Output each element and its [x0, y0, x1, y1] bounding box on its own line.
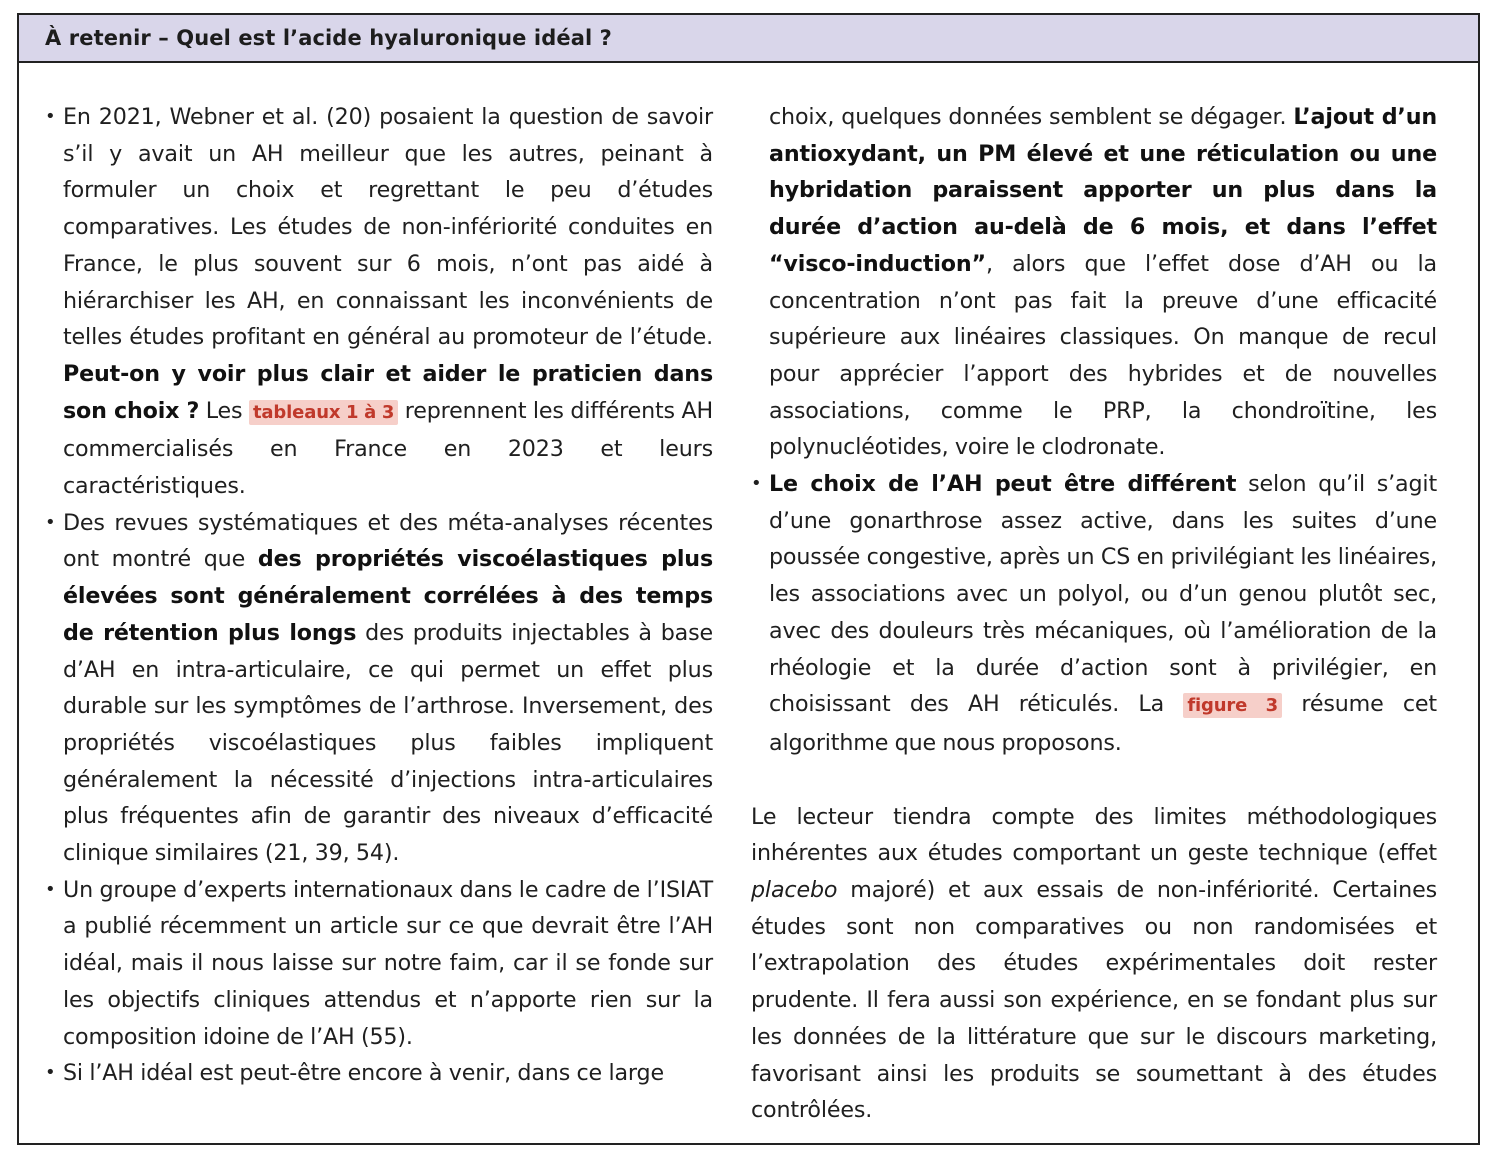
- bold-finding: L’ajout d’un antioxydant, un PM élevé et une réticulation ou une hybridation paraissent apporter un plus dans la durée d’action au-delà de 6 mois, et dans l’effet “visco-induction”: [769, 104, 1437, 277]
- text-span: Des revues systématiques et des méta-analyses récentes ont montré que: [63, 509, 713, 573]
- bullet-item-ideal-ah: [45, 1055, 713, 1092]
- text-span: Un groupe d’experts internationaux dans le cadre de l’ISIAT a publié récemment un article sur ce que devrait être l’AH idéal, mais il nous laisse sur notre faim, car il se fonde sur les objectifs cliniques attendus et n’apporte rien sur la composition idoine de l’AH (55).: [63, 876, 713, 1050]
- left-column: [45, 99, 713, 1129]
- closing-paragraph: [751, 799, 1437, 1129]
- text-span: des produits injectables à base d’AH en intra-articulaire, ce qui permet un effet plus durable sur les symptômes de l’arthrose. Inversement, des propriétés viscoélastiques plus faibles impliquent généralement la nécessité d’injections intra-articulaires plus fréquentes afin de garantir des niveaux d’efficacité clinique similaires (21, 39, 54).: [63, 619, 713, 867]
- figure-reference-link[interactable]: figure 3: [1183, 693, 1282, 718]
- box-header: [19, 15, 1478, 63]
- bullet-item-choice: [751, 466, 1437, 762]
- text-span: reprennent les différents AH commercialisés en France en 2023 et leurs caractéristiques.: [63, 397, 714, 500]
- text-span: Le lecteur tiendra compte des limites méthodologiques inhérentes aux études comportant un geste technique (effet: [751, 803, 1437, 867]
- summary-box: [17, 13, 1480, 1145]
- bold-choice: Le choix de l’AH peut être différent: [769, 471, 1237, 498]
- bullet-item-isiat: [45, 872, 713, 1056]
- bold-question: Peut-on y voir plus clair et aider le praticien dans son choix ?: [63, 360, 713, 424]
- text-span: selon qu’il s’agit d’une gonarthrose assez active, dans les suites d’une poussée congestive, après un CS en privilégiant les linéaires, les associations avec un polyol, ou d’un genou plutôt sec, avec des douleurs très mécaniques, où l’amélioration de la rhéologie et la durée d’action sont à privilégier, en choisissant des AH réticulés. La: [769, 471, 1437, 718]
- bold-finding: des propriétés viscoélastiques plus élevées sont généralement corrélées à des temps de rétention plus longs: [63, 546, 713, 646]
- table-reference-link[interactable]: tableaux 1 à 3: [249, 400, 398, 425]
- bullet-item-ideal-ah-continued: [751, 99, 1437, 466]
- bullet-item-reviews: [45, 505, 713, 872]
- text-span: majoré) et aux essais de non-infériorité. Certaines études sont non comparatives ou non randomisées et l’extrapolation des études expérimentales doit rester prudente. Il fera aussi son expérience, en se fondant plus sur les données de la littérature que sur le discours marketing, favorisant ainsi les produits se soumettant à des études contrôlées.: [751, 877, 1437, 1124]
- content-columns: [45, 99, 1452, 1129]
- bullet-item-webner: [45, 99, 713, 505]
- text-span: Si l’AH idéal est peut-être encore à venir, dans ce large: [63, 1060, 664, 1087]
- text-span: résume cet algorithme que nous proposons.: [769, 691, 1437, 756]
- left-bullet-list: [45, 99, 713, 1092]
- text-span: En 2021, Webner et al. (20) posaient la question de savoir s’il y avait un AH meilleur que les autres, peinant à formuler un choix et regrettant le peu d’études comparatives. Les études de non-infériorité conduites en France, le plus souvent sur 6 mois, n’ont pas aidé à hiérarchiser les AH, en connaissant les inconvénients de telles études profitant en général au promoteur de l’étude.: [63, 104, 713, 351]
- text-span: , alors que l’effet dose d’AH ou la concentration n’ont pas fait la preuve d’une efficacité supérieure aux linéaires classiques. On manque de recul pour apprécier l’apport des hybrides et de nouvelles associations, comme le PRP, la chondroïtine, les polynucléotides, voire le clodronate.: [769, 250, 1437, 461]
- right-bullet-list: [751, 99, 1437, 762]
- right-column: [751, 99, 1437, 1129]
- text-span: choix, quelques données semblent se dégager.: [769, 104, 1294, 130]
- text-span: Les: [199, 397, 249, 424]
- box-title: À retenir – Quel est l’acide hyaluronique idéal ?: [45, 26, 612, 50]
- spacer: [751, 762, 1437, 799]
- italic-term: placebo: [751, 877, 838, 904]
